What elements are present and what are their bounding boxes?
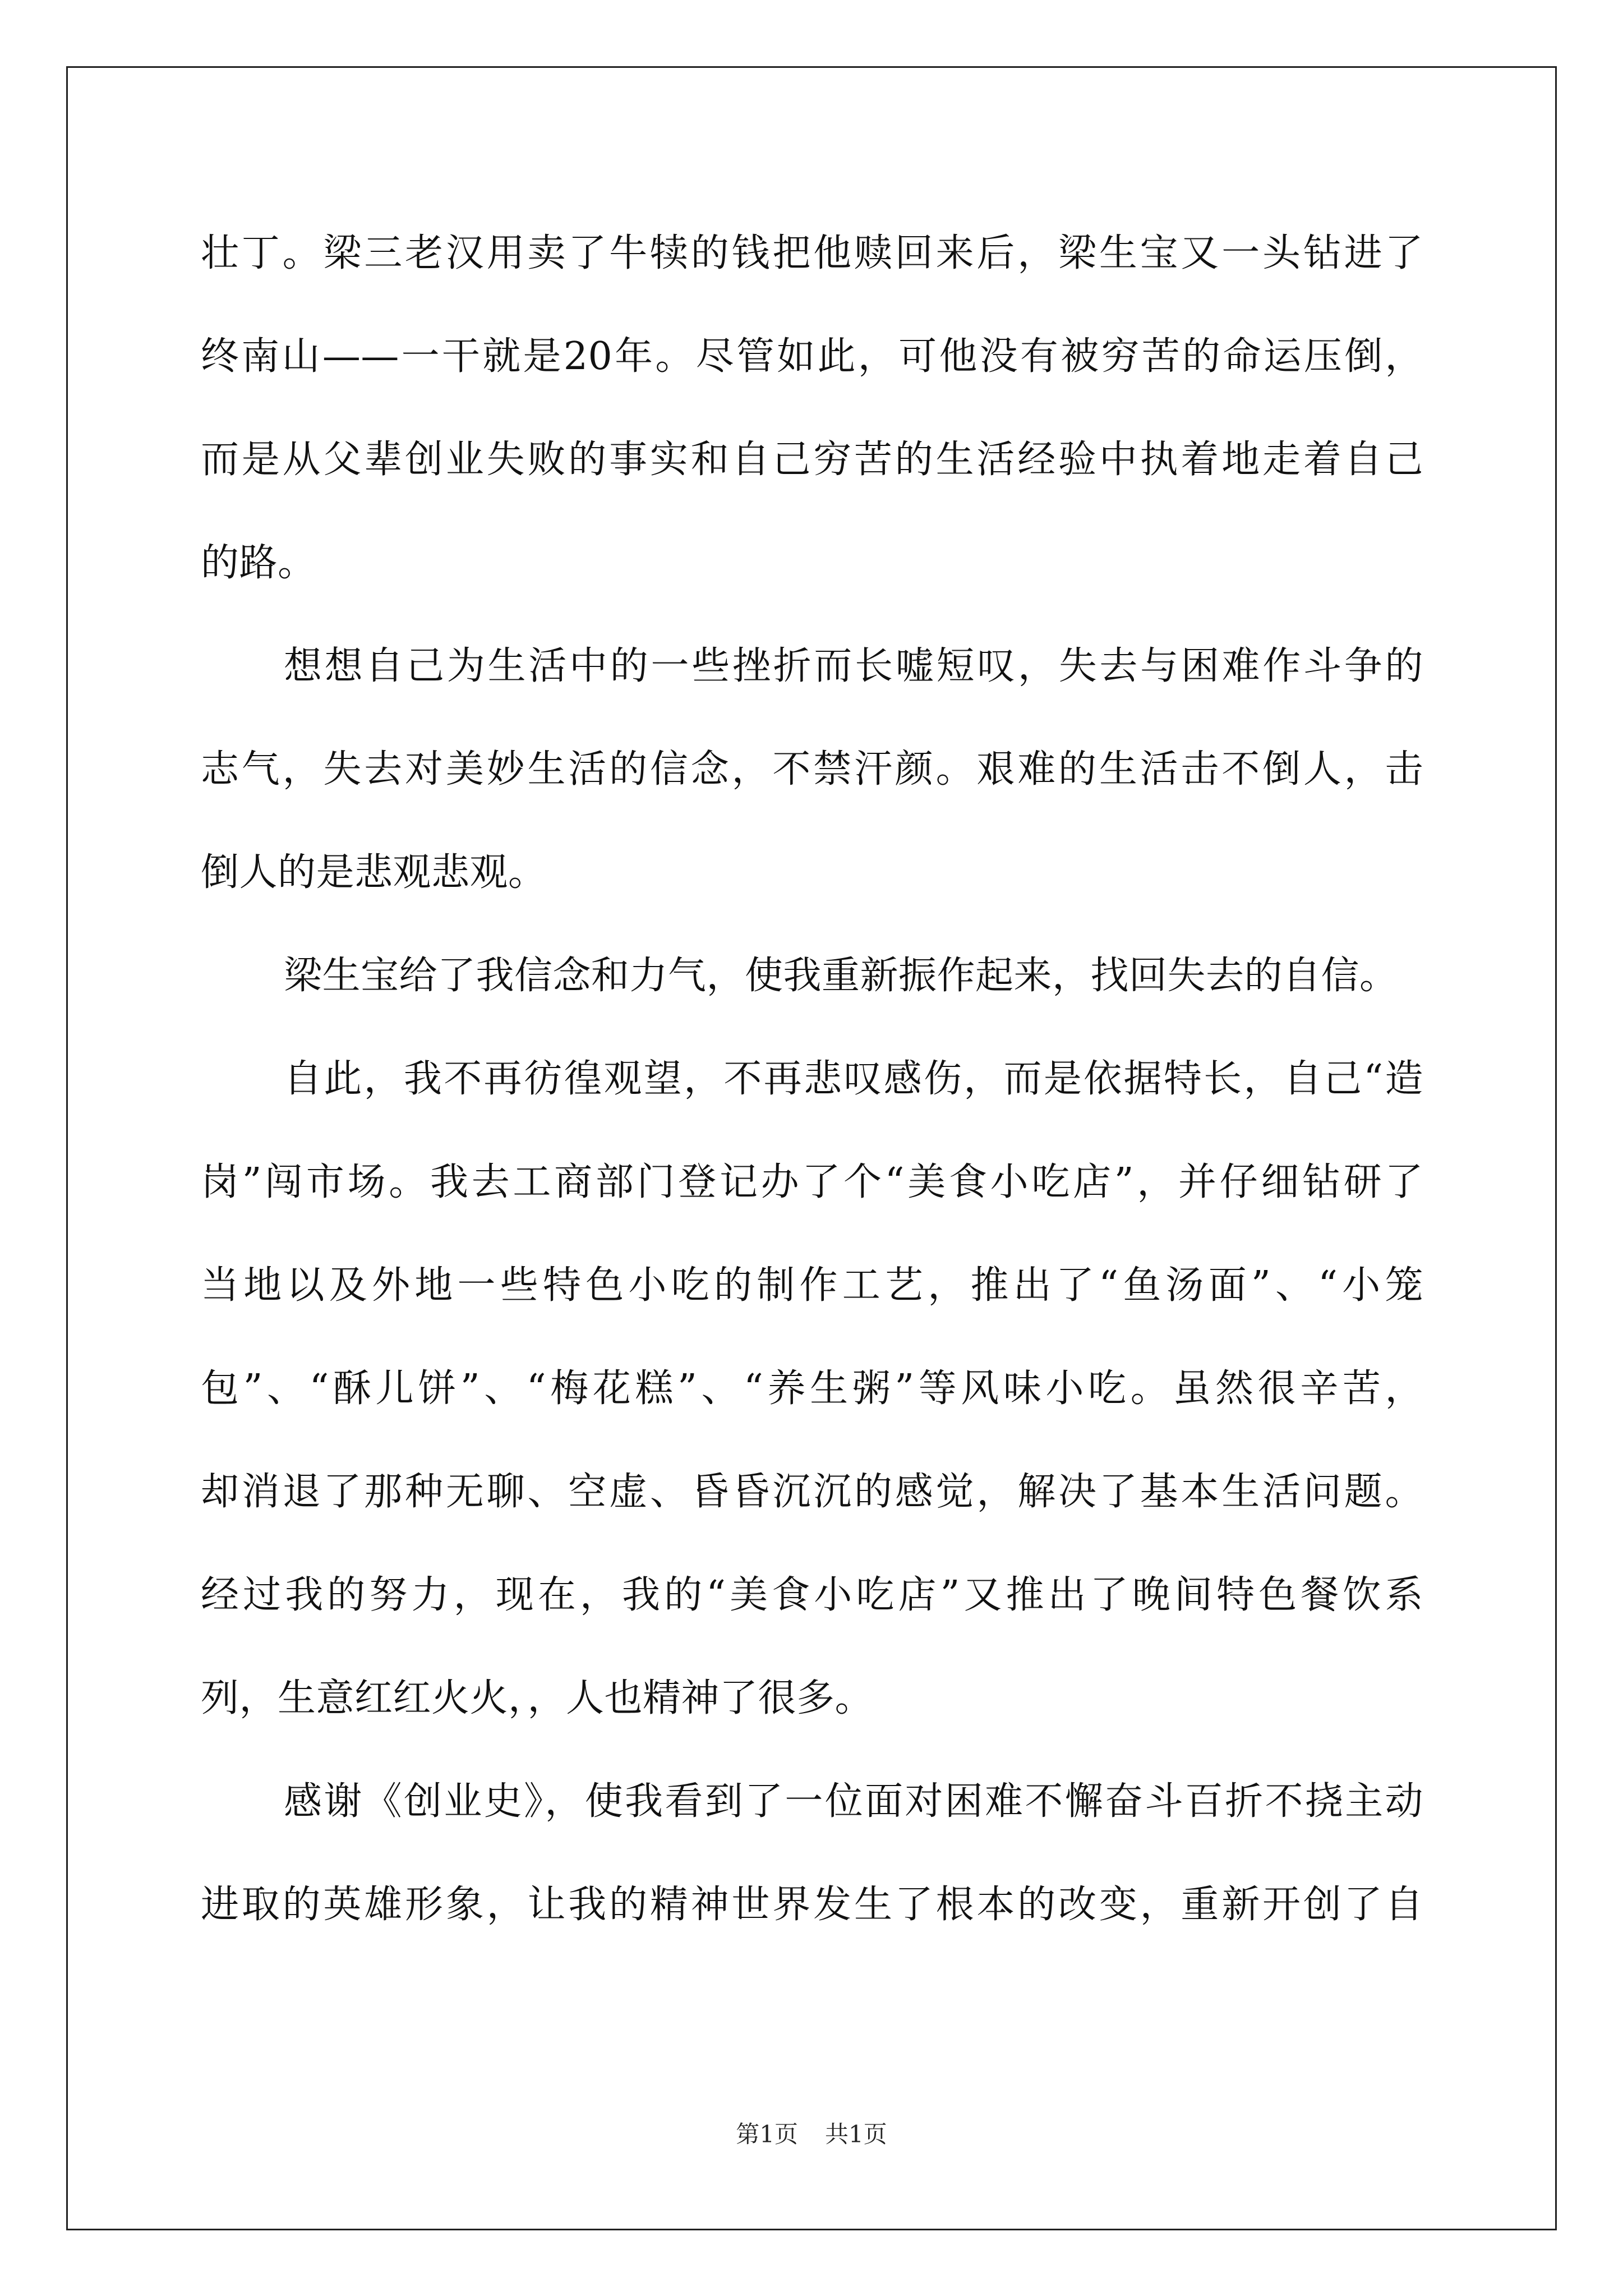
text-line: 进取的英雄形象，让我的精神世界发生了根本的改变，重新开创了自 <box>201 1883 1423 1927</box>
text-line: 列，生意红红火火，，人也精神了很多。 <box>201 1676 874 1720</box>
text-line: 经过我的努力，现在，我的“美食小吃店”又推出了晚间特色餐饮系 <box>201 1573 1423 1617</box>
text-line: 包”、“酥儿饼”、“梅花糕”、“养生粥”等风味小吃。虽然很辛苦， <box>201 1366 1423 1411</box>
text-line: 梁生宝给了我信念和力气，使我重新振作起来，找回失去的自信。 <box>284 954 1398 998</box>
text-line: 倒人的是悲观悲观。 <box>201 850 547 895</box>
text-line: 的路。 <box>201 541 316 585</box>
text-line: 当地以及外地一些特色小吃的制作工艺，推出了“鱼汤面”、“小笼 <box>201 1263 1423 1308</box>
text-line: 自此，我不再彷徨观望，不再悲叹感伤，而是依据特长，自己“造 <box>284 1057 1423 1101</box>
text-line: 岗”闯市场。我去工商部门登记办了个“美食小吃店”，并仔细钻研了 <box>201 1160 1423 1204</box>
text-line: 志气，失去对美妙生活的信念，不禁汗颜。艰难的生活击不倒人，击 <box>201 747 1423 792</box>
text-line: 而是从父辈创业失败的事实和自己穷苦的生活经验中执着地走着自己 <box>201 438 1423 482</box>
text-line: 想想自己为生活中的一些挫折而长嘘短叹，失去与困难作斗争的 <box>284 644 1423 688</box>
text-line: 壮丁。梁三老汉用卖了牛犊的钱把他赎回来后，梁生宝又一头钻进了 <box>201 231 1423 275</box>
page-number: 第1页 <box>736 2120 798 2148</box>
text-line: 感谢《创业史》，使我看到了一位面对困难不懈奋斗百折不挠主动 <box>284 1779 1423 1824</box>
page-footer <box>0 2118 1623 2151</box>
document-body <box>201 202 1423 1957</box>
page-total: 共1页 <box>825 2120 887 2148</box>
text-line: 终南山——一干就是20年。尽管如此，可他没有被穷苦的命运压倒， <box>201 334 1423 379</box>
text-line: 却消退了那种无聊、空虚、昏昏沉沉的感觉，解决了基本生活问题。 <box>201 1470 1423 1514</box>
